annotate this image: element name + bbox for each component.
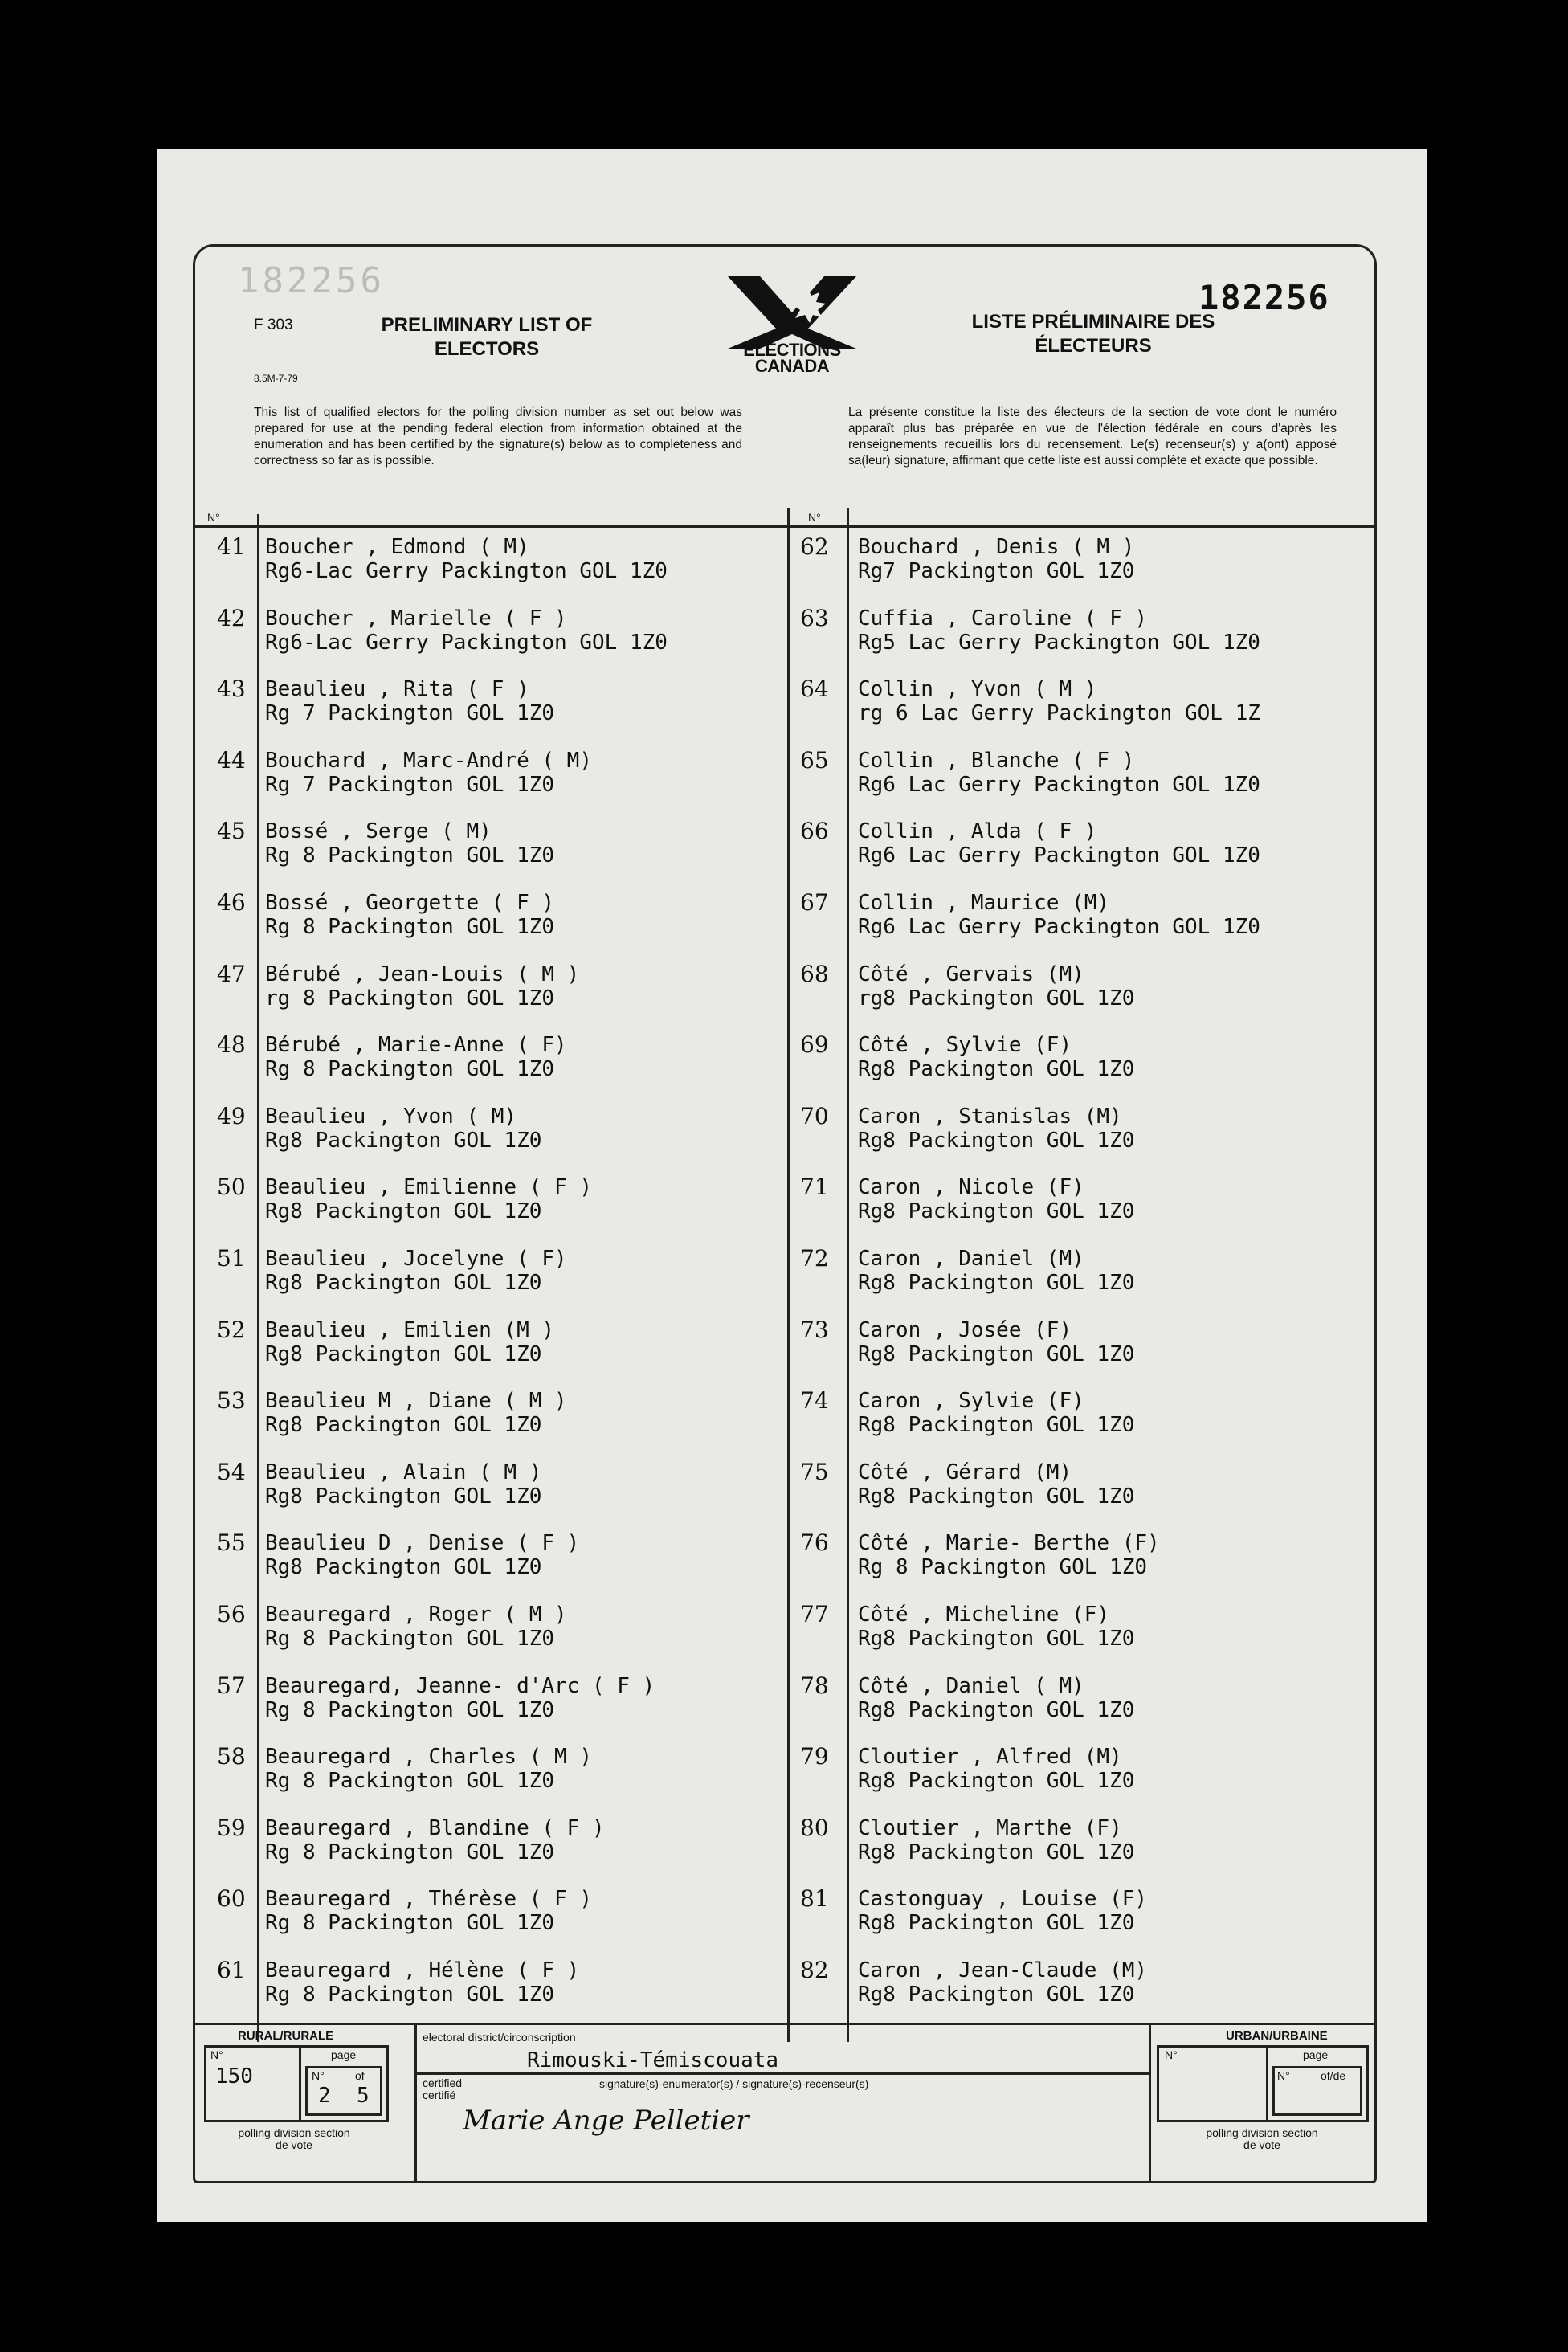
elector-number: 63 xyxy=(800,605,829,631)
polling-division-label: polling division section de vote xyxy=(238,2126,350,2151)
elector-name: Beaulieu , Rita ( F ) xyxy=(265,677,529,701)
elector-address: Rg8 Packington GOL 1Z0 xyxy=(265,1199,542,1223)
elector-address: Rg8 Packington GOL 1Z0 xyxy=(858,1129,1135,1153)
left-number-divider xyxy=(257,514,259,2042)
right-no-header: N° xyxy=(808,511,821,524)
form-print-code: 8.5M-7-79 xyxy=(254,373,298,384)
elector-address: Rg8 Packington GOL 1Z0 xyxy=(858,1413,1135,1437)
elector-number: 49 xyxy=(217,1103,246,1129)
elector-number: 53 xyxy=(217,1387,246,1414)
elector-name: Cloutier , Alfred (M) xyxy=(858,1745,1122,1769)
elector-name: Caron , Daniel (M) xyxy=(858,1247,1084,1271)
elector-address: Rg 8 Packington GOL 1Z0 xyxy=(265,1769,555,1793)
elector-number: 76 xyxy=(800,1529,829,1556)
elector-address: Rg8 Packington GOL 1Z0 xyxy=(858,1627,1135,1651)
title-english: PRELIMINARY LIST OF ELECTORS xyxy=(381,314,593,360)
certified-label: certified certifié xyxy=(423,2076,463,2101)
elector-number: 67 xyxy=(800,889,829,916)
urban-page-label: page xyxy=(1303,2048,1329,2061)
elector-address: Rg8 Packington GOL 1Z0 xyxy=(858,1698,1135,1722)
elector-number: 46 xyxy=(217,889,246,916)
elector-address: Rg 8 Packington GOL 1Z0 xyxy=(265,1698,555,1722)
elector-address: Rg6-Lac Gerry Packington GOL 1Z0 xyxy=(265,559,668,583)
elector-name: Côté , Sylvie (F) xyxy=(858,1033,1072,1057)
elector-name: Caron , Sylvie (F) xyxy=(858,1389,1084,1413)
elector-address: Rg8 Packington GOL 1Z0 xyxy=(858,1271,1135,1295)
elector-address: Rg 8 Packington GOL 1Z0 xyxy=(265,1057,555,1081)
elector-number: 60 xyxy=(217,1885,246,1912)
elector-address: Rg 8 Packington GOL 1Z0 xyxy=(858,1555,1148,1579)
elector-name: Caron , Jean-Claude (M) xyxy=(858,1958,1148,1982)
elector-name: Boucher , Edmond ( M) xyxy=(265,535,529,559)
elector-name: Beaulieu M , Diane ( M ) xyxy=(265,1389,567,1413)
elector-name: Castonguay , Louise (F) xyxy=(858,1887,1148,1911)
page-no-label: N° xyxy=(312,2069,325,2082)
elector-number: 43 xyxy=(217,676,246,702)
elector-number: 59 xyxy=(217,1815,246,1841)
elector-address: Rg 7 Packington GOL 1Z0 xyxy=(265,773,555,797)
elector-number: 52 xyxy=(217,1317,246,1343)
elector-name: Bossé , Georgette ( F ) xyxy=(265,891,555,915)
elector-number: 74 xyxy=(800,1387,829,1414)
elector-name: Caron , Nicole (F) xyxy=(858,1175,1084,1199)
elector-name: Côté , Gérard (M) xyxy=(858,1460,1072,1484)
elector-number: 48 xyxy=(217,1031,246,1058)
page-label: page xyxy=(331,2048,357,2061)
elector-address: Rg8 Packington GOL 1Z0 xyxy=(265,1555,542,1579)
elector-name: Beaulieu , Jocelyne ( F) xyxy=(265,1247,567,1271)
elector-address: Rg6 Lac Gerry Packington GOL 1Z0 xyxy=(858,843,1260,868)
page-number: 2 xyxy=(318,2084,331,2108)
elector-number: 58 xyxy=(217,1743,246,1770)
elector-number: 64 xyxy=(800,676,829,702)
elector-address: Rg 8 Packington GOL 1Z0 xyxy=(265,915,555,939)
elector-name: Beauregard, Jeanne- d'Arc ( F ) xyxy=(265,1674,655,1698)
elector-number: 42 xyxy=(217,605,246,631)
elector-address: Rg 8 Packington GOL 1Z0 xyxy=(265,1911,555,1935)
elector-number: 66 xyxy=(800,818,829,844)
elector-number: 54 xyxy=(217,1459,246,1485)
elector-name: Bossé , Serge ( M) xyxy=(265,819,492,843)
elector-address: Rg 8 Packington GOL 1Z0 xyxy=(265,1627,555,1651)
elector-address: Rg 8 Packington GOL 1Z0 xyxy=(265,1840,555,1864)
elector-address: Rg8 Packington GOL 1Z0 xyxy=(265,1413,542,1437)
elector-name: Beauregard , Hélène ( F ) xyxy=(265,1958,580,1982)
footer-top-rule xyxy=(193,2023,1377,2025)
enumerator-signature: Marie Ange Pelletier xyxy=(463,2105,749,2137)
elector-name: Côté , Marie- Berthe (F) xyxy=(858,1531,1160,1555)
right-number-divider xyxy=(847,508,849,2042)
table-top-rule xyxy=(193,525,1377,528)
elector-number: 61 xyxy=(217,1957,246,1983)
elector-name: Bouchard , Marc-André ( M) xyxy=(265,749,592,773)
center-divider xyxy=(787,508,790,2042)
elector-address: Rg8 Packington GOL 1Z0 xyxy=(858,1057,1135,1081)
elector-address: rg8 Packington GOL 1Z0 xyxy=(858,986,1135,1011)
elector-address: rg 8 Packington GOL 1Z0 xyxy=(265,986,555,1011)
elector-number: 70 xyxy=(800,1103,829,1129)
elector-number: 73 xyxy=(800,1317,829,1343)
elector-address: rg 6 Lac Gerry Packington GOL 1Z xyxy=(858,701,1260,725)
elector-address: Rg 7 Packington GOL 1Z0 xyxy=(265,701,555,725)
elector-number: 79 xyxy=(800,1743,829,1770)
rural-box-divider xyxy=(299,2045,301,2122)
form-number: F 303 xyxy=(254,316,293,333)
urban-no-label: N° xyxy=(1165,2048,1178,2061)
signature-label: signature(s)-enumerator(s) / signature(s)-recenseur(s) xyxy=(599,2077,869,2090)
elector-number: 41 xyxy=(217,533,246,560)
elector-number: 69 xyxy=(800,1031,829,1058)
elector-address: Rg8 Packington GOL 1Z0 xyxy=(265,1271,542,1295)
elector-name: Cloutier , Marthe (F) xyxy=(858,1816,1122,1840)
elector-name: Collin , Yvon ( M ) xyxy=(858,677,1097,701)
elector-number: 57 xyxy=(217,1672,246,1699)
urban-ofde-label: of/de xyxy=(1321,2069,1346,2082)
elector-number: 51 xyxy=(217,1245,246,1272)
elections-canada-wordmark: ELECTIONS CANADA xyxy=(743,340,841,376)
elector-number: 62 xyxy=(800,533,829,560)
intro-english: This list of qualified electors for the polling division number as set out below was prepared for use at the pending federal election from information obtained at the enumeration and has been certified by the signature(s) below as to completeness and correctness so far as is possible. xyxy=(254,406,742,468)
urban-page-no-label: N° xyxy=(1277,2069,1290,2082)
elector-number: 80 xyxy=(800,1815,829,1841)
elector-address: Rg6 Lac Gerry Packington GOL 1Z0 xyxy=(858,773,1260,797)
elector-number: 82 xyxy=(800,1957,829,1983)
elector-address: Rg6 Lac Gerry Packington GOL 1Z0 xyxy=(858,915,1260,939)
faint-serial-number: 182256 xyxy=(238,260,385,301)
elector-number: 56 xyxy=(217,1601,246,1627)
elector-address: Rg8 Packington GOL 1Z0 xyxy=(858,1199,1135,1223)
elector-address: Rg8 Packington GOL 1Z0 xyxy=(858,1484,1135,1509)
electors-list-sheet xyxy=(157,149,1427,2222)
elector-number: 44 xyxy=(217,747,246,774)
elector-number: 72 xyxy=(800,1245,829,1272)
left-no-header: N° xyxy=(207,511,220,524)
elector-address: Rg 8 Packington GOL 1Z0 xyxy=(265,843,555,868)
rural-label: RURAL/RURALE xyxy=(238,2029,334,2043)
elector-address: Rg8 Packington GOL 1Z0 xyxy=(858,1769,1135,1793)
elector-number: 50 xyxy=(217,1174,246,1200)
elector-number: 45 xyxy=(217,818,246,844)
elector-name: Beauregard , Roger ( M ) xyxy=(265,1603,567,1627)
elector-name: Beaulieu , Emilienne ( F ) xyxy=(265,1175,592,1199)
elector-number: 81 xyxy=(800,1885,829,1912)
elector-address: Rg8 Packington GOL 1Z0 xyxy=(858,1342,1135,1366)
elector-number: 55 xyxy=(217,1529,246,1556)
serial-number: 182256 xyxy=(1198,278,1330,317)
elector-name: Beaulieu , Emilien (M ) xyxy=(265,1318,555,1342)
elector-address: Rg8 Packington GOL 1Z0 xyxy=(265,1484,542,1509)
urban-left-divider xyxy=(1149,2023,1151,2183)
elector-address: Rg7 Packington GOL 1Z0 xyxy=(858,559,1135,583)
district-label: electoral district/circonscription xyxy=(423,2031,576,2044)
elector-number: 75 xyxy=(800,1459,829,1485)
elector-name: Boucher , Marielle ( F ) xyxy=(265,606,567,631)
elector-name: Côté , Gervais (M) xyxy=(858,962,1084,986)
elector-name: Collin , Blanche ( F ) xyxy=(858,749,1135,773)
elector-name: Caron , Josée (F) xyxy=(858,1318,1072,1342)
urban-box-divider xyxy=(1266,2045,1268,2122)
elector-name: Collin , Alda ( F ) xyxy=(858,819,1097,843)
elector-address: Rg8 Packington GOL 1Z0 xyxy=(265,1129,542,1153)
title-french: LISTE PRÉLIMINAIRE DES ÉLECTEURS xyxy=(971,311,1215,357)
elector-number: 71 xyxy=(800,1174,829,1200)
of-label: of xyxy=(355,2069,365,2082)
elector-name: Beaulieu , Yvon ( M) xyxy=(265,1105,517,1129)
elector-address: Rg6-Lac Gerry Packington GOL 1Z0 xyxy=(265,631,668,655)
elector-address: Rg8 Packington GOL 1Z0 xyxy=(858,1911,1135,1935)
elector-name: Beauregard , Thérèse ( F ) xyxy=(265,1887,592,1911)
elector-address: Rg 8 Packington GOL 1Z0 xyxy=(265,1982,555,2007)
elector-number: 68 xyxy=(800,961,829,987)
elector-name: Cuffia , Caroline ( F ) xyxy=(858,606,1148,631)
electoral-district: Rimouski-Témiscouata xyxy=(527,2048,779,2072)
elector-name: Bérubé , Jean-Louis ( M ) xyxy=(265,962,580,986)
elector-name: Beaulieu , Alain ( M ) xyxy=(265,1460,542,1484)
district-left-divider xyxy=(414,2023,417,2183)
elector-name: Collin , Maurice (M) xyxy=(858,891,1110,915)
elector-address: Rg5 Lac Gerry Packington GOL 1Z0 xyxy=(858,631,1260,655)
elector-address: Rg8 Packington GOL 1Z0 xyxy=(858,1982,1135,2007)
elector-number: 77 xyxy=(800,1601,829,1627)
elector-number: 78 xyxy=(800,1672,829,1699)
elector-name: Bouchard , Denis ( M ) xyxy=(858,535,1135,559)
elector-address: Rg8 Packington GOL 1Z0 xyxy=(858,1840,1135,1864)
elector-name: Côté , Micheline (F) xyxy=(858,1603,1110,1627)
elector-name: Beauregard , Blandine ( F ) xyxy=(265,1816,605,1840)
elector-number: 65 xyxy=(800,747,829,774)
intro-french: La présente constitue la liste des électeurs de la section de vote dont le numéro apparaît plus bas préparée en vue de l'élection fédérale en cours d'après les renseignements recueillis lors du recensement. Le(s) recenseur(s) y a(ont) apposé sa(leur) signature, affirmant que cette liste est aussi complète et exacte que possible. xyxy=(848,406,1337,468)
urban-label: URBAN/URBAINE xyxy=(1226,2029,1328,2043)
of-number: 5 xyxy=(357,2084,370,2108)
polling-division-number: 150 xyxy=(215,2064,253,2089)
elector-number: 47 xyxy=(217,961,246,987)
elector-name: Caron , Stanislas (M) xyxy=(858,1105,1122,1129)
urban-polling-division-label: polling division section de vote xyxy=(1206,2126,1318,2151)
district-bottom-rule xyxy=(414,2072,1149,2075)
elector-name: Beaulieu D , Denise ( F ) xyxy=(265,1531,580,1555)
elector-address: Rg8 Packington GOL 1Z0 xyxy=(265,1342,542,1366)
elector-name: Côté , Daniel ( M) xyxy=(858,1674,1084,1698)
elector-name: Beauregard , Charles ( M ) xyxy=(265,1745,592,1769)
rural-no-label: N° xyxy=(210,2048,223,2061)
elector-name: Bérubé , Marie-Anne ( F) xyxy=(265,1033,567,1057)
